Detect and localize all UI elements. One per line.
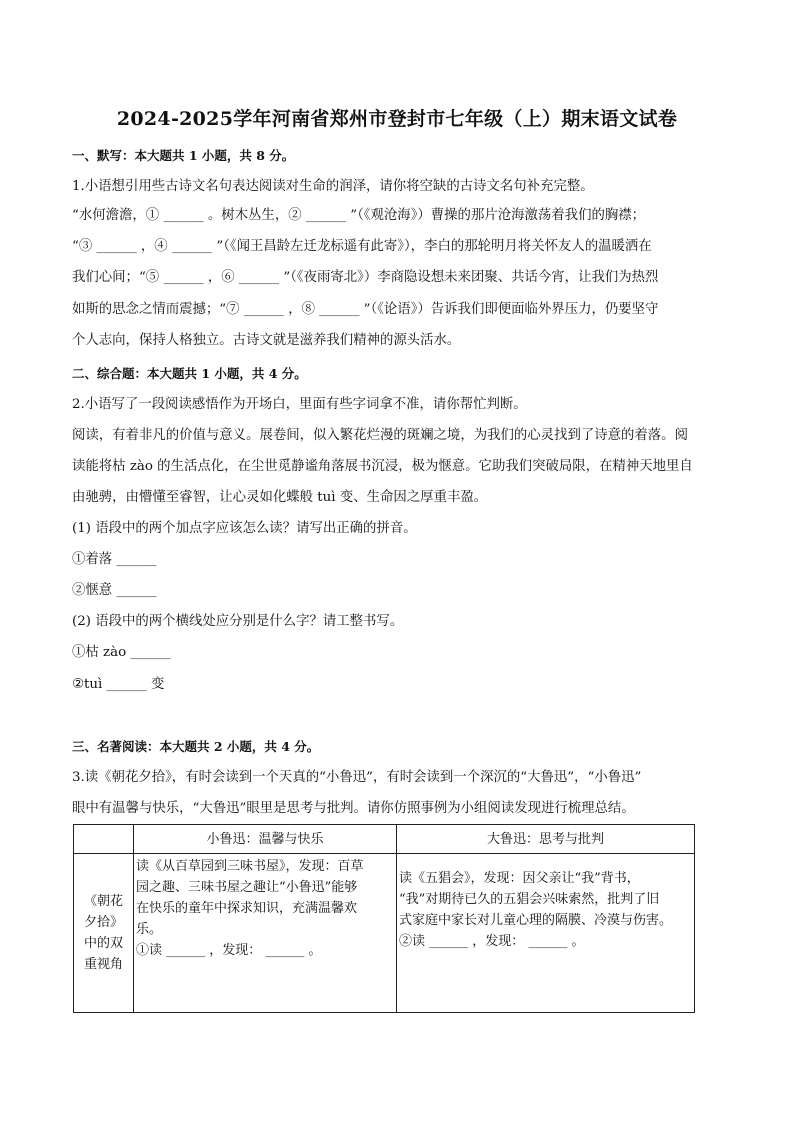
table-col1-header: 小鲁迅：温馨与快乐 bbox=[134, 825, 397, 854]
q2-sub1-prompt: (1) 语段中的两个加点字应该怎么读？请写出正确的拼音。 bbox=[72, 521, 417, 536]
reading-table bbox=[73, 824, 695, 1013]
cell2-line: 式家庭中家长对儿童心理的隔膜、冷漠与伤害。 bbox=[399, 913, 673, 928]
cell2-answer-line: ②读 ______ ，发现： ______ 。 bbox=[399, 934, 585, 949]
q2-prompt: 2.小语写了一段阅读感悟作为开场白，里面有些字词拿不准，请你帮忙判断。 bbox=[72, 397, 527, 412]
section3-heading: 三、名著阅读：本大题共 2 小题，共 4 分。 bbox=[72, 739, 320, 754]
q2-sub1-item-1: ①着落 ______ bbox=[72, 552, 157, 567]
q1-prompt: 1.小语想引用些古诗文名句表达阅读对生命的润泽，请你将空缺的古诗文名句补充完整。 bbox=[72, 179, 594, 194]
q2-sub2-prompt: (2) 语段中的两个横线处应分别是什么字？请工整书写。 bbox=[72, 614, 404, 629]
section1-heading: 一、默写：本大题共 1 小题，共 8 分。 bbox=[72, 148, 295, 163]
cell1-line: 园之趣、三味书屋之趣让“小鲁迅”能够 bbox=[136, 880, 358, 895]
q1-line-3: 我们心间；“⑤ ______ ，⑥ ______ ”（《夜雨寄北》）李商隐设想未来团聚、共话今宵，让我们为热烈 bbox=[72, 270, 659, 285]
row-label-line: 重视角 bbox=[83, 957, 123, 972]
table-corner-cell bbox=[74, 825, 134, 854]
table-cell-xiao-luxun bbox=[134, 854, 397, 1013]
passage-line-3: 由驰骋，由懵懂至睿智，让心灵如化蝶般 tuì 变、生命因之厚重丰盈。 bbox=[72, 490, 488, 505]
row-label-line: 《朝花 bbox=[83, 894, 123, 909]
exam-title: 2024-2025学年河南省郑州市登封市七年级（上）期末语文试卷 bbox=[116, 108, 678, 130]
cell2-line: 读《五猖会》，发现：因父亲让“我”背书， bbox=[399, 871, 640, 886]
table-row-label bbox=[74, 854, 134, 1013]
q3-line-1: 3.读《朝花夕拾》，有时会读到一个天真的“小鲁迅”，有时会读到一个深沉的“大鲁迅”，“小鲁迅” bbox=[72, 770, 642, 785]
table-col2-header: 大鲁迅：思考与批判 bbox=[397, 825, 695, 854]
cell2-line: “我”对期待已久的五猖会兴味索然，批判了旧 bbox=[399, 892, 660, 907]
row-label-line: 夕拾》 bbox=[83, 915, 123, 930]
row-label-line: 中的双 bbox=[83, 936, 123, 951]
q1-line-4: 如斯的思念之情而震撼；“⑦ ______ ，⑧ ______ ”（《论语》）告诉我们即便面临外界压力，仍要坚守 bbox=[72, 302, 659, 317]
table-cell-da-luxun bbox=[397, 854, 695, 1013]
cell1-answer-line: ①读 ______ ，发现： ______ 。 bbox=[136, 943, 322, 958]
cell1-line: 在快乐的童年中探求知识，充满温馨欢 bbox=[136, 901, 358, 916]
section2-heading: 二、综合题：本大题共 1 小题，共 4 分。 bbox=[72, 366, 307, 381]
table-header-row bbox=[74, 825, 695, 854]
cell1-line: 乐。 bbox=[136, 922, 163, 937]
cell1-line: 读《从百草园到三味书屋》，发现：百草 bbox=[136, 859, 364, 874]
q2-sub1-item-2: ②惬意 ______ bbox=[72, 583, 157, 598]
q3-line-2: 眼中有温馨与快乐，“大鲁迅”眼里是思考与批判。请你仿照事例为小组阅读发现进行梳理总结。 bbox=[72, 801, 635, 816]
table-row bbox=[74, 854, 695, 1013]
q1-line-5: 个人志向，保持人格独立。古诗文就是滋养我们精神的源头活水。 bbox=[72, 333, 461, 348]
passage-line-2: 读能将枯 zào 的生活点化，在尘世觅静谧角落展书沉浸，极为惬意。它助我们突破局限，在精神天地里自 bbox=[72, 459, 693, 474]
q2-sub2-item-2: ②tuì ______ 变 bbox=[72, 677, 165, 692]
q1-line-1: “水何澹澹，① ______ 。树木丛生，② ______ ”（《观沧海》）曹操的那片沧海激荡着我们的胸襟； bbox=[72, 208, 646, 223]
q2-sub2-item-1: ①枯 zào ______ bbox=[72, 645, 171, 660]
passage-line-1: 阅读，有着非凡的价值与意义。展卷间，似入繁花烂漫的斑斓之境，为我们的心灵找到了诗意的着落。阅 bbox=[72, 428, 688, 443]
q1-line-2: “③ ______ ，④ ______ ”（《闻王昌龄左迁龙标遥有此寄》），李白的那轮明月将关怀友人的温暖洒在 bbox=[72, 239, 652, 254]
